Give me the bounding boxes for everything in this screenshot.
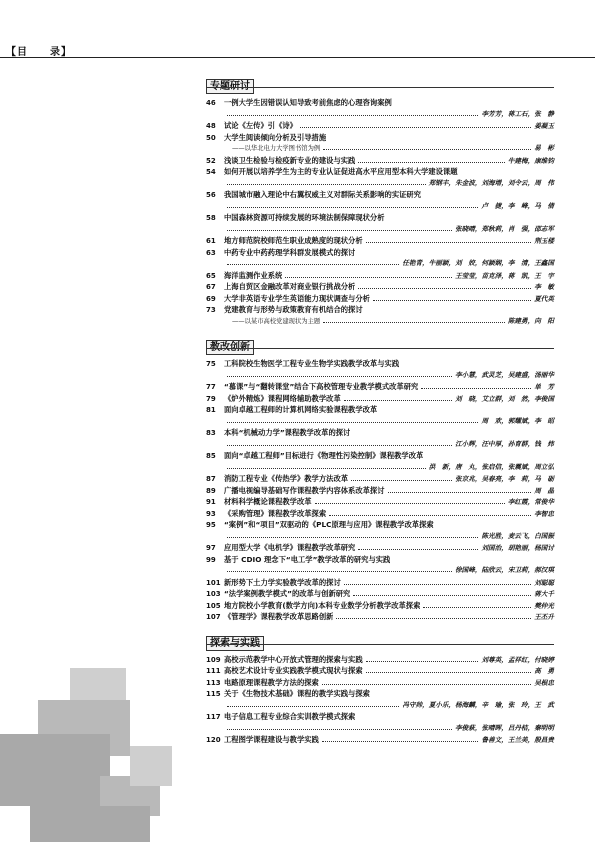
- page-number: 91: [206, 498, 216, 506]
- toc-entry[interactable]: [206, 120, 554, 132]
- section-rule: [206, 87, 554, 88]
- toc-entry[interactable]: [206, 677, 554, 689]
- leader-dots: [227, 566, 452, 572]
- toc-entry[interactable]: [206, 473, 554, 485]
- entry-title: 我国城市融入理论中右翼权威主义对群际关系影响的实证研究: [224, 190, 422, 199]
- leader-dots: [227, 417, 478, 423]
- entry-title: 海洋监测作业系统: [224, 270, 283, 280]
- entry-title: “案例”和“项目”双驱动的《PLC原理与应用》课程教学改革探索: [224, 520, 434, 529]
- entry-authors: 夏代英: [534, 294, 554, 303]
- toc-entry[interactable]: [206, 688, 554, 711]
- toc-entry[interactable]: [206, 485, 554, 497]
- page-number: 101: [206, 578, 221, 587]
- toc-entry[interactable]: [206, 600, 554, 612]
- page-number: 105: [206, 601, 221, 610]
- page-number: 109: [206, 655, 221, 664]
- page-number: 52: [206, 156, 216, 165]
- leader-dots: [344, 395, 452, 401]
- entry-title: 消防工程专业《传热学》教学方法改革: [224, 474, 349, 483]
- toc-entry[interactable]: [206, 496, 554, 508]
- toc-entry[interactable]: [206, 189, 554, 212]
- entry-authors: 冯守帅，夏小乐，杨海麟，辛 瑜，张 玲，王 武: [402, 700, 554, 709]
- entry-authors: 江小辉，汪中厚，孙育群，钱 炜: [455, 439, 554, 448]
- entry-subtitle: ——以华北电力大学图书馆为例: [232, 145, 321, 152]
- entry-authors: 鲁善文，王兰美，殷昌贵: [481, 736, 554, 744]
- entry-title: 关于《生物技术基础》课程的教学实践与探索: [224, 689, 370, 698]
- toc-entry[interactable]: [206, 588, 554, 600]
- toc-entry[interactable]: [206, 270, 554, 282]
- leader-dots: [388, 487, 532, 493]
- toc-entry[interactable]: [206, 577, 554, 589]
- entry-authors: 陈光胜，麦云飞，白国振: [481, 531, 554, 540]
- leader-dots: [323, 144, 531, 150]
- entry-authors: 吴根忠: [534, 678, 554, 687]
- entry-authors: 李红霞，常俊华: [507, 498, 554, 506]
- entry-title: 电子信息工程专业综合实训教学模式探索: [224, 712, 356, 721]
- page-number: 54: [206, 168, 216, 176]
- entry-authors: 李 敏: [534, 283, 554, 291]
- entry-authors: 牛建梅，康维钧: [507, 156, 554, 165]
- entry-authors: 樊仲光: [534, 601, 554, 610]
- leader-dots: [227, 225, 452, 231]
- entry-title: 如何开展以培养学生为主的专业认证促进高水平应用型本科大学建设课题: [224, 167, 458, 176]
- page-number: 65: [206, 271, 216, 280]
- toc-entry[interactable]: [206, 427, 554, 450]
- entry-title: 浅谈卫生检验与检疫新专业的建设与实践: [224, 155, 356, 165]
- entry-title: 电路原理课程教学方法的探索: [224, 677, 319, 687]
- entry-authors: 蒋大千: [534, 590, 554, 598]
- entry-title: 大学生阅读倾向分析及引导措施: [224, 132, 327, 142]
- entry-title: 面向“卓越工程师”目标进行《物理性污染控制》课程教学改革: [224, 451, 424, 460]
- entry-title: 《采购管理》课程教学改革探索: [224, 508, 327, 518]
- leader-dots: [373, 295, 531, 301]
- page-number: 58: [206, 214, 216, 222]
- header-rule: [0, 57, 595, 58]
- page-number: 77: [206, 383, 216, 391]
- page-number: 115: [206, 690, 221, 698]
- toc-entry[interactable]: [206, 281, 554, 293]
- leader-dots: [344, 579, 531, 585]
- leader-dots: [353, 590, 531, 596]
- page-number: 117: [206, 713, 221, 721]
- page-number: 89: [206, 486, 216, 495]
- toc-entry[interactable]: [206, 97, 554, 120]
- leader-dots: [322, 679, 531, 685]
- entry-title: 工科院校生物医学工程专业生物学实践教学改革与实践: [224, 359, 400, 368]
- entry-authors: 陈建勇，向 阳: [507, 316, 554, 325]
- entry-authors: 荆玉楼: [534, 237, 554, 245]
- leader-dots: [358, 157, 505, 163]
- table-of-contents: [206, 74, 554, 746]
- entry-authors: 刘国治，胡艳丽，杨国讨: [481, 544, 554, 552]
- entry-authors: 任艳青，牛丽颖，刘 姣，何颖娴，李 清，王鑫国: [402, 259, 554, 267]
- entry-title: 上海自贸区金融改革对商业银行挑战分析: [224, 282, 356, 291]
- section-rule: [206, 348, 554, 349]
- page-number: 67: [206, 283, 216, 291]
- leader-dots: [336, 613, 531, 619]
- toc-entry[interactable]: [206, 381, 554, 393]
- page-number: 48: [206, 122, 216, 130]
- page-number: 99: [206, 555, 216, 564]
- entry-authors: 单 芳: [534, 383, 554, 391]
- entry-title: 一例大学生因错误认知导致考前焦虑的心理咨询案例: [224, 98, 392, 107]
- entry-authors: 王丕升: [534, 613, 554, 621]
- header-label: 【目 录】: [6, 47, 72, 58]
- leader-dots: [358, 283, 531, 289]
- page-number: 69: [206, 294, 216, 303]
- entry-title: “慕课”与“翻转课堂”结合下高校管理专业教学模式改革研究: [224, 382, 419, 391]
- entry-title: 地方师范院校师范生职业成熟度的现状分析: [224, 236, 363, 245]
- toc-entry[interactable]: [206, 304, 554, 327]
- entry-authors: 易 彬: [534, 144, 554, 152]
- page-number: 87: [206, 475, 216, 483]
- toc-entry[interactable]: [206, 155, 554, 167]
- page-number: 103: [206, 590, 221, 598]
- entry-title: 地方院校小学教育(数学方向)本科专业数学分析教学改革探索: [224, 600, 421, 610]
- toc-entry[interactable]: [206, 711, 554, 734]
- leader-dots: [329, 510, 531, 516]
- decor-block: [0, 734, 110, 806]
- entry-title: 材料科学概论课程教学改革: [224, 497, 312, 506]
- toc-entry[interactable]: [206, 654, 554, 666]
- entry-title: “法学案例教学模式”的改革与创新研究: [224, 589, 351, 598]
- page-number: 73: [206, 306, 216, 314]
- leader-dots: [227, 259, 399, 265]
- section-title: 教改创新: [206, 340, 254, 355]
- leader-dots: [227, 701, 399, 707]
- leader-dots: [366, 667, 532, 673]
- entry-authors: 洪 新，唐 丸，张启信，张震斌，周立弘: [428, 462, 554, 471]
- leader-dots: [315, 498, 505, 504]
- entry-authors: 郑钢丰，朱金波，刘海增，刘令云，周 伟: [428, 178, 554, 187]
- toc-section: [206, 631, 554, 746]
- entry-authors: 李小慧，武灵芝，吴建盛，汤丽华: [455, 370, 554, 379]
- page-number: 85: [206, 452, 216, 460]
- leader-dots: [227, 532, 478, 538]
- leader-dots: [227, 724, 452, 730]
- entry-subtitle: ——以某市高校党建现状为主题: [232, 317, 321, 325]
- toc-entry[interactable]: [206, 293, 554, 305]
- toc-entry[interactable]: [206, 508, 554, 520]
- section-title: 探索与实践: [206, 636, 264, 651]
- page-number: 61: [206, 237, 216, 245]
- toc-entry[interactable]: [206, 665, 554, 677]
- page-number: 63: [206, 248, 216, 257]
- leader-dots: [323, 317, 505, 323]
- entry-authors: 刘聪聪: [534, 578, 554, 587]
- entry-authors: 卢 捷，李 峰，马 倩: [481, 201, 554, 210]
- entry-title: 本科“机械动力学”课程教学改革的探讨: [224, 428, 351, 437]
- entry-authors: 周 晶: [534, 486, 554, 495]
- leader-dots: [366, 237, 532, 243]
- entry-title: 广播电视编导基础写作课程教学内容体系改革探讨: [224, 485, 385, 495]
- page-number: 75: [206, 360, 216, 368]
- leader-dots: [285, 272, 452, 278]
- page-number: 81: [206, 406, 216, 414]
- leader-dots: [227, 440, 452, 446]
- leader-dots: [227, 110, 478, 116]
- section-title: 专题研讨: [206, 79, 254, 94]
- page-number: 95: [206, 521, 216, 529]
- entry-title: 《炉外精炼》课程网络辅助教学改革: [224, 393, 341, 403]
- entry-title: 《管理学》课程教学改革思路创新: [224, 612, 334, 621]
- entry-title: 党建教育与形势与政策教育有机结合的探讨: [224, 305, 363, 314]
- toc-entry[interactable]: [206, 611, 554, 623]
- leader-dots: [358, 544, 478, 550]
- toc-entry[interactable]: [206, 542, 554, 554]
- leader-dots: [351, 475, 452, 481]
- entry-authors: 高 勇: [534, 667, 554, 675]
- leader-dots: [322, 736, 479, 742]
- toc-entry[interactable]: [206, 235, 554, 247]
- leader-dots: [421, 383, 531, 389]
- entry-title: 工程图学课程建设与教学实践: [224, 735, 319, 744]
- leader-dots: [227, 179, 426, 185]
- page-number: 79: [206, 394, 216, 403]
- entry-title: 高校示范教学中心开放式管理的探索与实践: [224, 654, 363, 664]
- entry-authors: 王莹莹，苗克泽，蒋 凯，王 宇: [455, 271, 554, 280]
- toc-entry[interactable]: [206, 450, 554, 473]
- toc-entry[interactable]: [206, 404, 554, 427]
- page-number: 83: [206, 429, 216, 437]
- entry-title: 试论《左传》引《诗》: [224, 121, 297, 130]
- toc-entry[interactable]: [206, 166, 554, 189]
- entry-title: 面向卓越工程师的计算机网络实验课程教学改革: [224, 405, 378, 414]
- entry-title: 中国森林资源可持续发展的环境法制保障现状分析: [224, 213, 385, 222]
- entry-title: 高校艺术设计专业实践教学模式现状与探索: [224, 666, 363, 675]
- toc-entry[interactable]: [206, 132, 554, 155]
- page-number: 97: [206, 544, 216, 552]
- toc-section: [206, 335, 554, 623]
- leader-dots: [300, 122, 531, 128]
- entry-authors: 徐国峰，陆欣云，宋卫莉，郝汉琪: [455, 566, 554, 574]
- toc-entry[interactable]: [206, 393, 554, 405]
- entry-authors: 张晓晴，郑秋莉，肖 强，邵志军: [455, 224, 554, 233]
- page-number: 113: [206, 678, 221, 687]
- entry-authors: 刘 晓，艾立群，刘 然，李俊国: [455, 394, 554, 403]
- entry-title: 基于 CDIO 理念下“电工学”教学改革的研究与实践: [224, 554, 391, 564]
- leader-dots: [227, 202, 478, 208]
- entry-authors: 刘尊英，孟祥红，付晓婷: [481, 655, 554, 664]
- leader-dots: [227, 371, 452, 377]
- decor-block: [130, 746, 172, 786]
- page-number: 50: [206, 133, 216, 142]
- entry-authors: 李俊萩，张晴晖，吕丹桔，秦明明: [455, 723, 554, 732]
- entry-title: 应用型大学《电机学》课程教学改革研究: [224, 543, 356, 552]
- toc-entry[interactable]: [206, 734, 554, 746]
- leader-dots: [227, 463, 426, 469]
- entry-authors: 姜凝玉: [534, 122, 554, 130]
- entry-title: 中药专业中药药理学科群发展模式的探讨: [224, 247, 356, 257]
- entry-title: 新形势下土力学实验教学改革的探讨: [224, 577, 341, 587]
- entry-authors: 周 欢，郭耀斌，李 昭: [481, 416, 554, 425]
- page-number: 46: [206, 99, 216, 107]
- leader-dots: [366, 656, 479, 662]
- section-rule: [206, 644, 554, 645]
- page-number: 93: [206, 509, 216, 518]
- page-number: 120: [206, 736, 221, 744]
- toc-section: [206, 74, 554, 327]
- toc-entry[interactable]: [206, 212, 554, 235]
- entry-authors: 李芳芳，蒋工石，张 静: [481, 109, 554, 118]
- toc-entry[interactable]: [206, 519, 554, 542]
- entry-title: 大学非英语专业学生英语能力现状调查与分析: [224, 293, 370, 303]
- page-number: 111: [206, 667, 221, 675]
- toc-entry[interactable]: [206, 358, 554, 381]
- page-number: 56: [206, 191, 216, 199]
- decor-block: [30, 806, 150, 842]
- toc-entry[interactable]: [206, 247, 554, 270]
- entry-authors: 张京兆，吴春亮，李 莉，马 砺: [455, 475, 554, 483]
- entry-authors: 李智忠: [534, 509, 554, 518]
- leader-dots: [423, 602, 531, 608]
- page-number: 107: [206, 613, 221, 621]
- toc-entry[interactable]: [206, 554, 554, 577]
- page-header: [0, 40, 595, 62]
